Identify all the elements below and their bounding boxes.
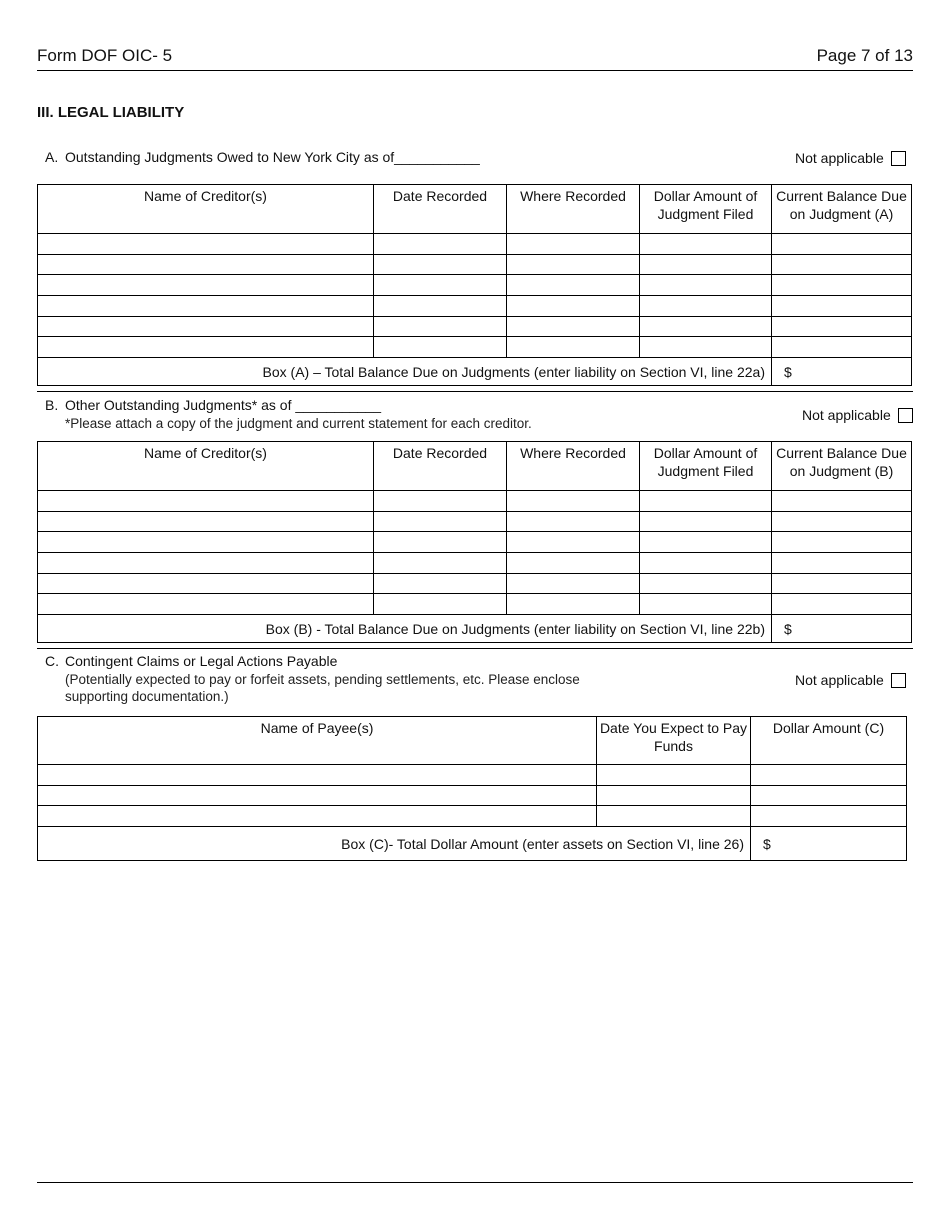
input-cell[interactable] bbox=[751, 806, 907, 827]
column-header: Where Recorded bbox=[507, 442, 640, 491]
column-header: Current Balance Due on Judgment (B) bbox=[772, 442, 912, 491]
input-cell[interactable] bbox=[507, 234, 640, 255]
input-cell[interactable] bbox=[640, 234, 772, 255]
part-a-not-applicable bbox=[795, 150, 906, 166]
input-cell[interactable] bbox=[374, 573, 507, 594]
part-b-letter: B. bbox=[45, 397, 59, 413]
part-c-note-line: (Potentially expected to pay or forfeit assets, pending settlements, etc. Please enclose bbox=[65, 672, 580, 687]
part-b-heading-text: Other Outstanding Judgments* as of ___________ bbox=[65, 397, 381, 413]
input-cell[interactable] bbox=[772, 234, 912, 255]
total-amount-field[interactable]: $ bbox=[772, 358, 912, 386]
input-cell[interactable] bbox=[772, 296, 912, 317]
input-cell[interactable] bbox=[507, 491, 640, 512]
part-c-note-line: supporting documentation.) bbox=[65, 689, 229, 704]
header-divider bbox=[37, 70, 913, 71]
input-cell[interactable] bbox=[38, 806, 597, 827]
table-row bbox=[38, 254, 912, 275]
input-cell[interactable] bbox=[38, 553, 374, 574]
footer-divider bbox=[37, 1182, 913, 1183]
input-cell[interactable] bbox=[38, 316, 374, 337]
input-cell[interactable] bbox=[772, 275, 912, 296]
input-cell[interactable] bbox=[38, 254, 374, 275]
input-cell[interactable] bbox=[374, 254, 507, 275]
input-cell[interactable] bbox=[38, 765, 597, 786]
input-cell[interactable] bbox=[38, 573, 374, 594]
part-b-note: *Please attach a copy of the judgment and current statement for each creditor. bbox=[65, 416, 532, 431]
input-cell[interactable] bbox=[597, 806, 751, 827]
input-cell[interactable] bbox=[38, 275, 374, 296]
not-applicable-label: Not applicable bbox=[795, 150, 884, 166]
part-a-heading-text: Outstanding Judgments Owed to New York City as of___________ bbox=[65, 149, 480, 165]
table-row bbox=[38, 316, 912, 337]
total-label: Box (B) - Total Balance Due on Judgments (enter liability on Section VI, line 22b) bbox=[38, 615, 772, 643]
input-cell[interactable] bbox=[597, 765, 751, 786]
input-cell[interactable] bbox=[38, 785, 597, 806]
input-cell[interactable] bbox=[374, 553, 507, 574]
column-header: Name of Creditor(s) bbox=[38, 442, 374, 491]
table-row bbox=[38, 491, 912, 512]
input-cell[interactable] bbox=[772, 254, 912, 275]
not-applicable-label: Not applicable bbox=[795, 672, 884, 688]
input-cell[interactable] bbox=[772, 532, 912, 553]
input-cell[interactable] bbox=[374, 296, 507, 317]
table-row bbox=[38, 573, 912, 594]
table-row bbox=[38, 275, 912, 296]
divider bbox=[37, 648, 913, 649]
total-amount-field[interactable]: $ bbox=[751, 827, 907, 861]
form-id: Form DOF OIC- 5 bbox=[37, 46, 173, 65]
part-a-table bbox=[37, 184, 912, 386]
column-header: Date Recorded bbox=[374, 185, 507, 234]
input-cell[interactable] bbox=[640, 511, 772, 532]
input-cell[interactable] bbox=[772, 337, 912, 358]
total-amount-field[interactable]: $ bbox=[772, 615, 912, 643]
table-row bbox=[38, 511, 912, 532]
input-cell[interactable] bbox=[640, 337, 772, 358]
column-header: Where Recorded bbox=[507, 185, 640, 234]
input-cell[interactable] bbox=[38, 594, 374, 615]
input-cell[interactable] bbox=[374, 511, 507, 532]
total-row bbox=[38, 615, 912, 643]
column-header: Current Balance Due on Judgment (A) bbox=[772, 185, 912, 234]
input-cell[interactable] bbox=[374, 275, 507, 296]
total-label: Box (A) – Total Balance Due on Judgments (enter liability on Section VI, line 22a) bbox=[38, 358, 772, 386]
column-header: Dollar Amount of Judgment Filed bbox=[640, 185, 772, 234]
input-cell[interactable] bbox=[38, 532, 374, 553]
column-header: Date Recorded bbox=[374, 442, 507, 491]
part-c-heading-text: Contingent Claims or Legal Actions Payable bbox=[65, 653, 338, 669]
input-cell[interactable] bbox=[751, 785, 907, 806]
part-c-not-applicable bbox=[795, 672, 906, 688]
input-cell[interactable] bbox=[38, 296, 374, 317]
input-cell[interactable] bbox=[772, 316, 912, 337]
section-title: III. LEGAL LIABILITY bbox=[37, 104, 185, 121]
input-cell[interactable] bbox=[772, 491, 912, 512]
input-cell[interactable] bbox=[640, 573, 772, 594]
input-cell[interactable] bbox=[507, 316, 640, 337]
part-a-not-applicable-checkbox[interactable] bbox=[891, 151, 906, 166]
table-row bbox=[38, 806, 907, 827]
input-cell[interactable] bbox=[640, 316, 772, 337]
input-cell[interactable] bbox=[38, 491, 374, 512]
total-row bbox=[38, 827, 907, 861]
input-cell[interactable] bbox=[507, 254, 640, 275]
part-a-letter: A. bbox=[45, 149, 59, 165]
part-c-note bbox=[65, 671, 580, 705]
table-row bbox=[38, 234, 912, 255]
input-cell[interactable] bbox=[772, 573, 912, 594]
input-cell[interactable] bbox=[507, 337, 640, 358]
input-cell[interactable] bbox=[38, 234, 374, 255]
input-cell[interactable] bbox=[640, 553, 772, 574]
input-cell[interactable] bbox=[507, 532, 640, 553]
input-cell[interactable] bbox=[772, 553, 912, 574]
input-cell[interactable] bbox=[772, 511, 912, 532]
input-cell[interactable] bbox=[507, 511, 640, 532]
input-cell[interactable] bbox=[38, 511, 374, 532]
table-row bbox=[38, 594, 912, 615]
part-c-table bbox=[37, 716, 907, 861]
column-header: Dollar Amount of Judgment Filed bbox=[640, 442, 772, 491]
total-row bbox=[38, 358, 912, 386]
input-cell[interactable] bbox=[374, 337, 507, 358]
page-number: Page 7 of 13 bbox=[816, 46, 913, 65]
table-row bbox=[38, 532, 912, 553]
input-cell[interactable] bbox=[507, 594, 640, 615]
input-cell[interactable] bbox=[597, 785, 751, 806]
table-row bbox=[38, 296, 912, 317]
table-row bbox=[38, 765, 907, 786]
input-cell[interactable] bbox=[640, 296, 772, 317]
input-cell[interactable] bbox=[507, 275, 640, 296]
input-cell[interactable] bbox=[772, 594, 912, 615]
part-c-not-applicable-checkbox[interactable] bbox=[891, 673, 906, 688]
input-cell[interactable] bbox=[374, 491, 507, 512]
table-row bbox=[38, 337, 912, 358]
input-cell[interactable] bbox=[640, 275, 772, 296]
part-a-heading bbox=[45, 149, 480, 165]
not-applicable-label: Not applicable bbox=[802, 407, 891, 423]
input-cell[interactable] bbox=[38, 337, 374, 358]
column-header: Dollar Amount (C) bbox=[751, 717, 907, 765]
part-b-not-applicable bbox=[802, 407, 913, 423]
input-cell[interactable] bbox=[374, 594, 507, 615]
input-cell[interactable] bbox=[507, 296, 640, 317]
table-row bbox=[38, 553, 912, 574]
part-c-letter: C. bbox=[45, 653, 59, 669]
input-cell[interactable] bbox=[507, 553, 640, 574]
input-cell[interactable] bbox=[374, 532, 507, 553]
input-cell[interactable] bbox=[374, 316, 507, 337]
input-cell[interactable] bbox=[507, 573, 640, 594]
table-row bbox=[38, 785, 907, 806]
part-b-not-applicable-checkbox[interactable] bbox=[898, 408, 913, 423]
divider bbox=[37, 391, 913, 392]
part-b-heading bbox=[45, 397, 381, 413]
input-cell[interactable] bbox=[640, 491, 772, 512]
input-cell[interactable] bbox=[640, 594, 772, 615]
part-b-table bbox=[37, 441, 912, 643]
total-label: Box (C)- Total Dollar Amount (enter assets on Section VI, line 26) bbox=[38, 827, 751, 861]
column-header: Name of Creditor(s) bbox=[38, 185, 374, 234]
column-header: Date You Expect to Pay Funds bbox=[597, 717, 751, 765]
column-header: Name of Payee(s) bbox=[38, 717, 597, 765]
input-cell[interactable] bbox=[751, 765, 907, 786]
part-c-heading bbox=[45, 653, 337, 669]
input-cell[interactable] bbox=[640, 532, 772, 553]
input-cell[interactable] bbox=[640, 254, 772, 275]
input-cell[interactable] bbox=[374, 234, 507, 255]
